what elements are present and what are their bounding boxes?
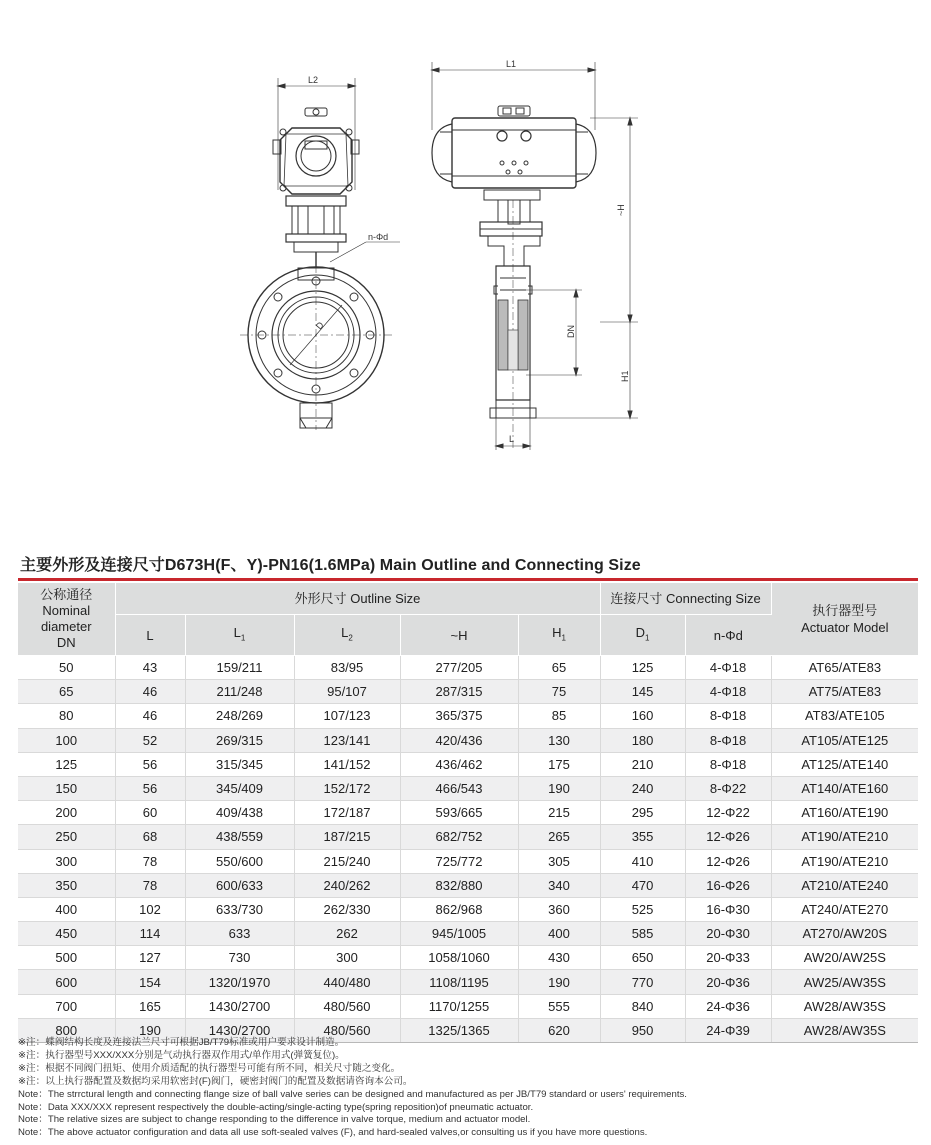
table-cell: 159/211	[185, 656, 294, 680]
table-cell: AW25/AW35S	[771, 970, 918, 994]
table-cell: 107/123	[294, 704, 400, 728]
table-row	[18, 801, 918, 825]
table-cell: AW28/AW35S	[771, 994, 918, 1018]
table-cell: 46	[115, 704, 185, 728]
valve-technical-drawing	[0, 0, 931, 520]
table-cell: AT240/ATE270	[771, 897, 918, 921]
table-cell: 800	[18, 1018, 115, 1042]
table-cell: 1325/1365	[400, 1018, 518, 1042]
table-cell: 1430/2700	[185, 994, 294, 1018]
table-row	[18, 994, 918, 1018]
table-cell: 12-Φ26	[685, 849, 771, 873]
table-cell: 295	[600, 801, 685, 825]
table-cell: 190	[518, 970, 600, 994]
table-cell: AT125/ATE140	[771, 752, 918, 776]
table-cell: 365/375	[400, 704, 518, 728]
table-cell: 215	[518, 801, 600, 825]
table-cell: AT160/ATE190	[771, 801, 918, 825]
table-cell: 16-Φ26	[685, 873, 771, 897]
table-cell: 8-Φ22	[685, 776, 771, 800]
table-cell: 593/665	[400, 801, 518, 825]
table-cell: 80	[18, 704, 115, 728]
table-cell: 46	[115, 680, 185, 704]
table-cell: 175	[518, 752, 600, 776]
table-cell: AT65/ATE83	[771, 656, 918, 680]
table-cell: 240/262	[294, 873, 400, 897]
footnotes	[18, 1037, 918, 1140]
table-cell: 700	[18, 994, 115, 1018]
table-cell: 160	[600, 704, 685, 728]
table-cell: 555	[518, 994, 600, 1018]
table-cell: 600/633	[185, 873, 294, 897]
table-cell: AW28/AW35S	[771, 1018, 918, 1042]
table-cell: 56	[115, 776, 185, 800]
table-cell: 211/248	[185, 680, 294, 704]
table-cell: 114	[115, 922, 185, 946]
table-cell: 125	[18, 752, 115, 776]
table-cell: 24-Φ39	[685, 1018, 771, 1042]
table-cell: 102	[115, 897, 185, 921]
table-cell: 100	[18, 728, 115, 752]
table-cell: 145	[600, 680, 685, 704]
table-cell: 248/269	[185, 704, 294, 728]
table-cell: 123/141	[294, 728, 400, 752]
table-row	[18, 946, 918, 970]
table-cell: 85	[518, 704, 600, 728]
table-cell: AT75/ATE83	[771, 680, 918, 704]
footnote-line: Note：The strrctural length and connecting flange size of ball valve series can be designed and manufactured as per JB/T79 standard or users' requirements.	[18, 1088, 687, 1100]
dimension-table	[18, 583, 918, 1043]
header-outline-size: 外形尺寸 Outline Size	[115, 583, 600, 615]
table-cell: 78	[115, 849, 185, 873]
table-cell: 190	[518, 776, 600, 800]
table-cell: 305	[518, 849, 600, 873]
table-cell: 470	[600, 873, 685, 897]
title-divider	[18, 578, 918, 581]
table-cell: 83/95	[294, 656, 400, 680]
table-cell: 1170/1255	[400, 994, 518, 1018]
table-cell: 430	[518, 946, 600, 970]
dim-d-label: D	[313, 319, 326, 332]
table-cell: 315/345	[185, 752, 294, 776]
table-cell: 350	[18, 873, 115, 897]
table-cell: 410	[600, 849, 685, 873]
table-row	[18, 776, 918, 800]
table-cell: 1320/1970	[185, 970, 294, 994]
page-title: 主要外形及连接尺寸D673H(F、Y)-PN16(1.6MPa) Main Outline and Connecting Size	[20, 557, 641, 574]
table-cell: 269/315	[185, 728, 294, 752]
table-cell: AT210/ATE240	[771, 873, 918, 897]
table-cell: 832/880	[400, 873, 518, 897]
table-cell: 340	[518, 873, 600, 897]
table-cell: 172/187	[294, 801, 400, 825]
dim-h1-label: H1	[620, 370, 630, 382]
table-cell: 16-Φ30	[685, 897, 771, 921]
table-cell: 165	[115, 994, 185, 1018]
table-cell: 130	[518, 728, 600, 752]
table-cell: 1108/1195	[400, 970, 518, 994]
footnote-line: Note：The relative sizes are subject to change responding to the difference in valve torque, medium and actuator model.	[18, 1114, 531, 1126]
table-cell: 152/172	[294, 776, 400, 800]
table-row	[18, 825, 918, 849]
table-cell: 50	[18, 656, 115, 680]
table-cell: 20-Φ36	[685, 970, 771, 994]
table-row	[18, 728, 918, 752]
table-row	[18, 849, 918, 873]
table-cell: 180	[600, 728, 685, 752]
dim-l1-label: L1	[506, 59, 517, 69]
table-cell: 480/560	[294, 1018, 400, 1042]
table-cell: 770	[600, 970, 685, 994]
table-cell: 20-Φ30	[685, 922, 771, 946]
table-cell: 1430/2700	[185, 1018, 294, 1042]
table-cell: 725/772	[400, 849, 518, 873]
table-cell: 840	[600, 994, 685, 1018]
table-cell: 150	[18, 776, 115, 800]
table-cell: AT105/ATE125	[771, 728, 918, 752]
table-cell: 4-Φ18	[685, 656, 771, 680]
header-col-l: L	[115, 615, 185, 656]
footnote-line: Note：The above actuator configuration and data all use soft-sealed valves (F), and hard-sealed valves,or consulting us if you have more questions.	[18, 1127, 648, 1139]
table-cell: 730	[185, 946, 294, 970]
table-cell: 436/462	[400, 752, 518, 776]
table-cell: 345/409	[185, 776, 294, 800]
footnote-line: ※注：执行器型号XXX/XXX分别是气动执行器双作用式/单作用式(弹簧复位)。	[18, 1049, 345, 1061]
table-cell: 500	[18, 946, 115, 970]
table-body	[18, 656, 918, 1043]
table-cell: 355	[600, 825, 685, 849]
table-cell: 950	[600, 1018, 685, 1042]
table-cell: 240	[600, 776, 685, 800]
table-cell: 400	[18, 897, 115, 921]
table-cell: 75	[518, 680, 600, 704]
table-cell: 56	[115, 752, 185, 776]
table-cell: 262	[294, 922, 400, 946]
table-cell: 65	[518, 656, 600, 680]
table-cell: 4-Φ18	[685, 680, 771, 704]
header-actuator-model: 执行器型号 Actuator Model	[771, 583, 918, 656]
table-cell: 862/968	[400, 897, 518, 921]
table-cell: 12-Φ26	[685, 825, 771, 849]
table-cell: 466/543	[400, 776, 518, 800]
table-cell: 215/240	[294, 849, 400, 873]
dim-l-label: L	[509, 434, 515, 444]
table-cell: 125	[600, 656, 685, 680]
table-cell: 440/480	[294, 970, 400, 994]
table-cell: 600	[18, 970, 115, 994]
table-cell: 8-Φ18	[685, 704, 771, 728]
table-cell: 262/330	[294, 897, 400, 921]
header-connecting-size: 连接尺寸 Connecting Size	[600, 583, 771, 615]
table-cell: 277/205	[400, 656, 518, 680]
table-row	[18, 897, 918, 921]
table-cell: 550/600	[185, 849, 294, 873]
dim-h-label: ~H	[616, 204, 626, 216]
table-cell: 52	[115, 728, 185, 752]
table-cell: 8-Φ18	[685, 728, 771, 752]
table-cell: 210	[600, 752, 685, 776]
table-cell: 265	[518, 825, 600, 849]
table-cell: AT190/ATE210	[771, 849, 918, 873]
header-dn: 公称通径 Nominal diameter DN	[18, 583, 115, 656]
footnote-line: Note：Data XXX/XXX represent respectively the double-acting/single-acting type(spring reposition)of pneumatic actuator.	[18, 1101, 534, 1113]
footnote-line: ※注：以上执行器配置及数据均采用软密封(F)阀门，硬密封阀门的配置及数据请咨询本公司。	[18, 1075, 413, 1087]
table-cell: 438/559	[185, 825, 294, 849]
table-cell: 8-Φ18	[685, 752, 771, 776]
table-cell: 420/436	[400, 728, 518, 752]
header-col-l1: $L_1$	[185, 615, 294, 656]
table-cell: 480/560	[294, 994, 400, 1018]
table-cell: 1058/1060	[400, 946, 518, 970]
table-cell: 400	[518, 922, 600, 946]
table-row	[18, 680, 918, 704]
table-cell: 68	[115, 825, 185, 849]
table-cell: 187/215	[294, 825, 400, 849]
table-cell: 43	[115, 656, 185, 680]
dim-l2-label: L2	[308, 75, 319, 85]
table-cell: 633/730	[185, 897, 294, 921]
table-cell: 250	[18, 825, 115, 849]
table-cell: 287/315	[400, 680, 518, 704]
header-col-h: ~H	[400, 615, 518, 656]
table-row	[18, 704, 918, 728]
table-row	[18, 970, 918, 994]
table-cell: 190	[115, 1018, 185, 1042]
table-row	[18, 873, 918, 897]
table-cell: AT190/ATE210	[771, 825, 918, 849]
table-row	[18, 656, 918, 680]
table-row	[18, 922, 918, 946]
table-cell: AT270/AW20S	[771, 922, 918, 946]
table-cell: 360	[518, 897, 600, 921]
table-cell: 60	[115, 801, 185, 825]
table-cell: AT140/ATE160	[771, 776, 918, 800]
dim-dn-label: DN	[566, 325, 576, 338]
table-cell: 620	[518, 1018, 600, 1042]
header-col-d1: $D_1$	[600, 615, 685, 656]
table-cell: 682/752	[400, 825, 518, 849]
header-col-l2: $L_2$	[294, 615, 400, 656]
footnote-line: ※注：根据不同阀门扭矩、使用介质适配的执行器型号可能有所不同，相关尺寸随之变化。	[18, 1062, 401, 1074]
table-cell: 24-Φ36	[685, 994, 771, 1018]
table-cell: 525	[600, 897, 685, 921]
header-col-h1: $H_1$	[518, 615, 600, 656]
table-cell: AW20/AW25S	[771, 946, 918, 970]
table-row	[18, 752, 918, 776]
table-cell: AT83/ATE105	[771, 704, 918, 728]
table-cell: 141/152	[294, 752, 400, 776]
table-cell: 450	[18, 922, 115, 946]
table-cell: 409/438	[185, 801, 294, 825]
table-cell: 95/107	[294, 680, 400, 704]
header-col-nd: n-Φd	[685, 615, 771, 656]
table-cell: 154	[115, 970, 185, 994]
table-cell: 633	[185, 922, 294, 946]
table-cell: 300	[294, 946, 400, 970]
footnote-line: ※注：蝶阀结构长度及连接法兰尺寸可根据JB/T79标准或用户要求设计制造。	[18, 1037, 345, 1048]
table-cell: 650	[600, 946, 685, 970]
table-cell: 12-Φ22	[685, 801, 771, 825]
table-cell: 127	[115, 946, 185, 970]
table-cell: 585	[600, 922, 685, 946]
table-cell: 20-Φ33	[685, 946, 771, 970]
dim-n-phid-label: n-Φd	[368, 232, 389, 242]
table-cell: 300	[18, 849, 115, 873]
table-cell: 945/1005	[400, 922, 518, 946]
table-cell: 200	[18, 801, 115, 825]
table-cell: 78	[115, 873, 185, 897]
table-cell: 65	[18, 680, 115, 704]
